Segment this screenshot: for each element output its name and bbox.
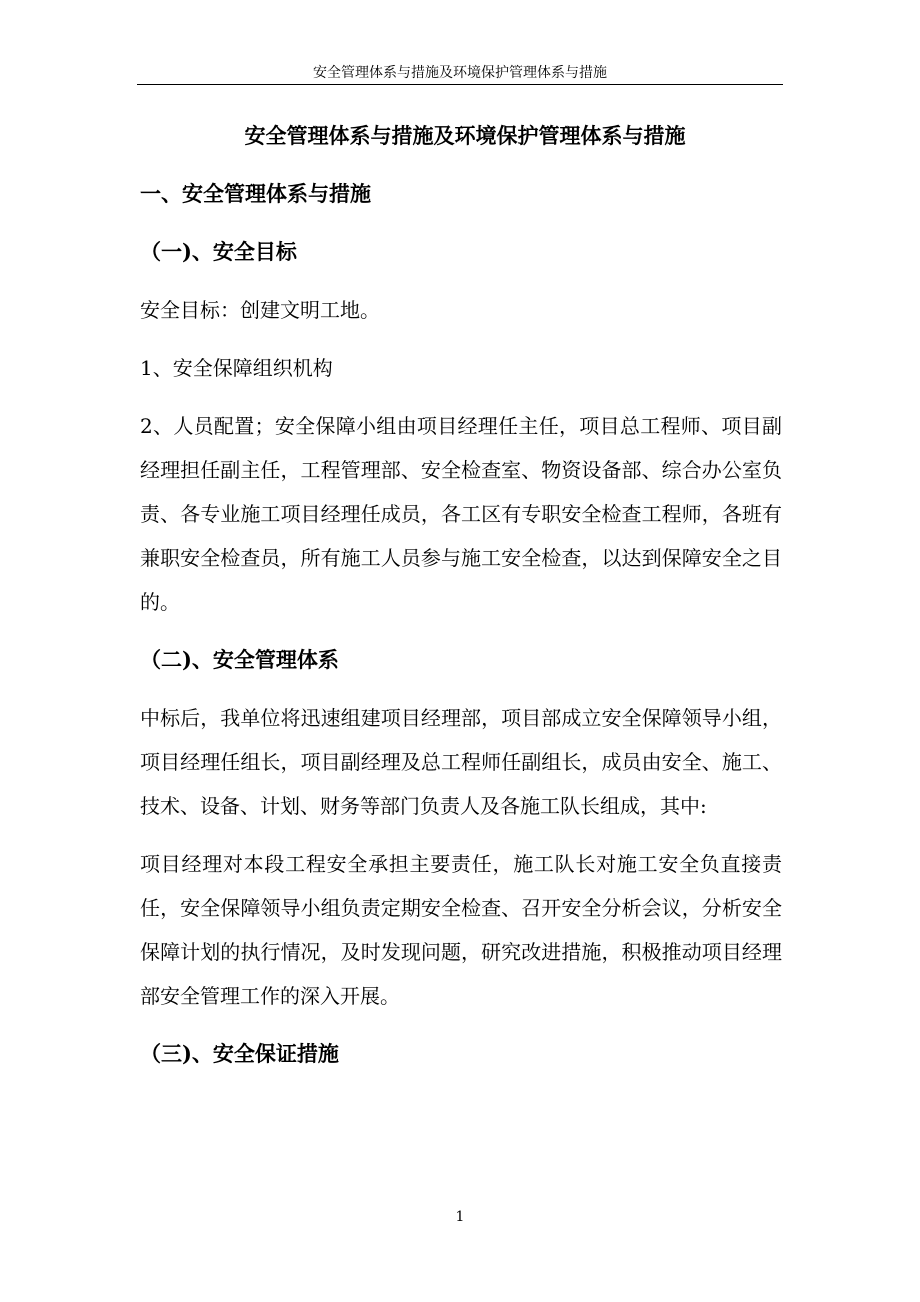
paragraph-organization: 1、安全保障组织机构: [140, 356, 333, 380]
paragraph-leadership-group: 中标后，我单位将迅速组建项目经理部，项目部成立安全保障领导小组，项目经理任组长，项目副经理及总工程师任副组长，成员由安全、施工、技术、设备、计划、财务等部门负责人及各施工队长组成，其中:: [140, 706, 782, 818]
paragraph-staffing: 2、人员配置；安全保障小组由项目经理任主任，项目总工程师、项目副经理担任副主任，工程管理部、安全检查室、物资设备部、综合办公室负责、各专业施工项目经理任成员，各工区有专职安全检查工程师，各班有兼职安全检查员，所有施工人员参与施工安全检查，以达到保障安全之目的。: [140, 414, 782, 614]
document-title: 安全管理体系与措施及环境保护管理体系与措施: [244, 123, 686, 148]
paragraph-responsibilities: 项目经理对本段工程安全承担主要责任，施工队长对施工安全负直接责任，安全保障领导小组负责定期安全检查、召开安全分析会议，分析安全保障计划的执行情况，及时发现问题，研究改进措施，积极推动项目经理部安全管理工作的深入开展。: [140, 852, 782, 1008]
subsection-heading-safety-goal: （一)、安全目标: [140, 239, 297, 264]
header-rule: [137, 84, 783, 85]
paragraph-safety-goal: 安全目标：创建文明工地。: [140, 298, 380, 322]
subsection-heading-safety-measures: （三)、安全保证措施: [140, 1041, 339, 1066]
section-heading-safety-management: 一、安全管理体系与措施: [140, 181, 371, 206]
document-body: [140, 114, 782, 1090]
running-header: 安全管理体系与措施及环境保护管理体系与措施: [313, 65, 607, 81]
subsection-heading-management-system: （二)、安全管理体系: [140, 647, 339, 672]
page-number: 1: [455, 1209, 465, 1225]
